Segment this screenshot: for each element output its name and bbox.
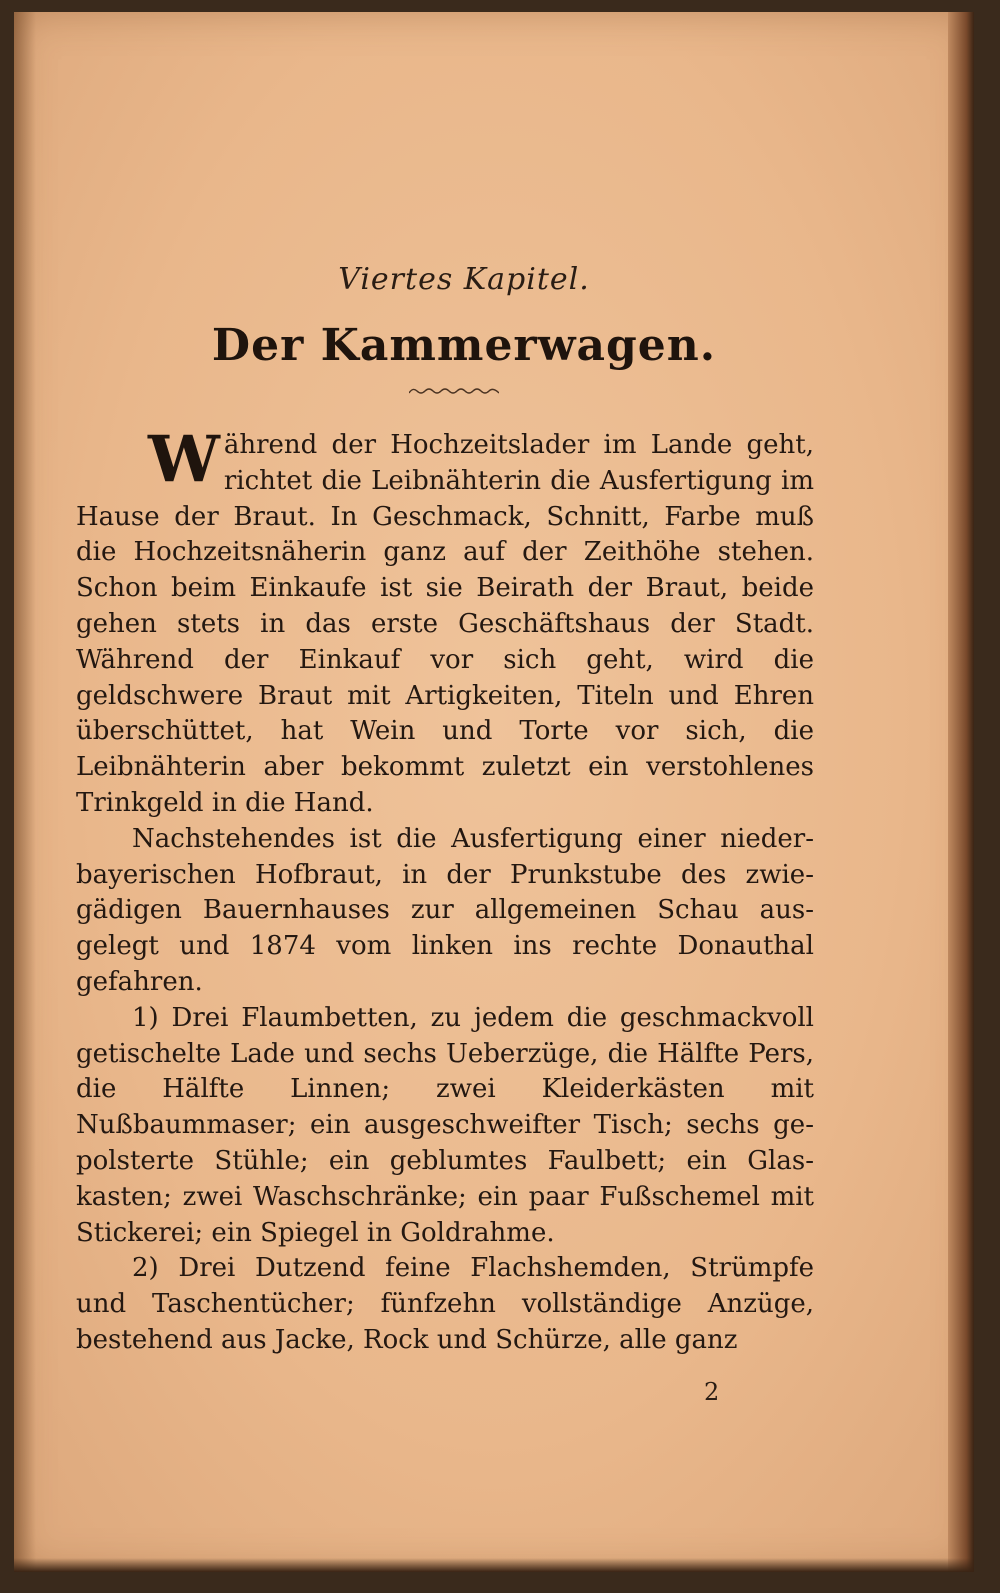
book-page	[14, 12, 974, 1572]
paragraph: 2) Drei Dutzend feine Flachshemden, Strümpfe und Taschentücher; fünfzehn vollständige Anzüge, bestehend aus Jacke, Rock und Schürze, alle ganz	[76, 1253, 814, 1355]
paragraph: 1) Drei Flaumbetten, zu jedem die geschmackvoll getischelte Lade und sechs Ueberzüge, die Hälfte Pers, die Hälfte Linnen; zwei Kleiderkästen mit Nußbaummaser; ein ausgeschweifter Tisch; sechs gepolsterte Stühle; ein geblumtes Faulbett; ein Glaskasten; zwei Waschschränke; ein paar Fußschemel mit Stickerei; ein Spiegel in Goldrahme.	[76, 1002, 814, 1248]
paragraph	[76, 422, 814, 822]
paragraph: Nachstehendes ist die Ausfertigung einer niederbayerischen Hofbraut, in der Prunkstube des zwiegädigen Bauernhauses zur allgemeinen Schau ausgelegt und 1874 vom linken ins rechte Donauthal gefahren.	[76, 823, 814, 997]
ornament-rule	[409, 384, 499, 398]
chapter-label: Viertes Kapitel.	[338, 262, 590, 297]
drop-cap: W	[148, 422, 220, 497]
body-text	[76, 422, 814, 1359]
chapter-title: Der Kammerwagen.	[211, 320, 717, 371]
page-number: 2	[704, 1378, 720, 1406]
spine-shadow	[14, 12, 36, 1572]
page-edge	[948, 12, 974, 1572]
paragraph-text: ährend der Hochzeitslader im Lande geht, richtet die Leibnähterin die Ausfertigung im Hause der Braut. In Geschmack, Schnitt, Farbe muß die Hochzeitsnäherin ganz auf der Zeithöhe stehen. Schon beim Einkaufe ist sie Beirath der Braut, beide gehen stets in das erste Geschäftshaus der Stadt. Während der Einkauf vor sich geht, wird die geldschwere Braut mit Artigkeiten, Titeln und Ehren überschüttet, hat Wein und Torte vor sich, die Leibnähterin aber bekommt zuletzt ein verstohlenes Trinkgeld in die Hand.	[76, 430, 814, 818]
bottom-edge	[14, 1558, 974, 1572]
